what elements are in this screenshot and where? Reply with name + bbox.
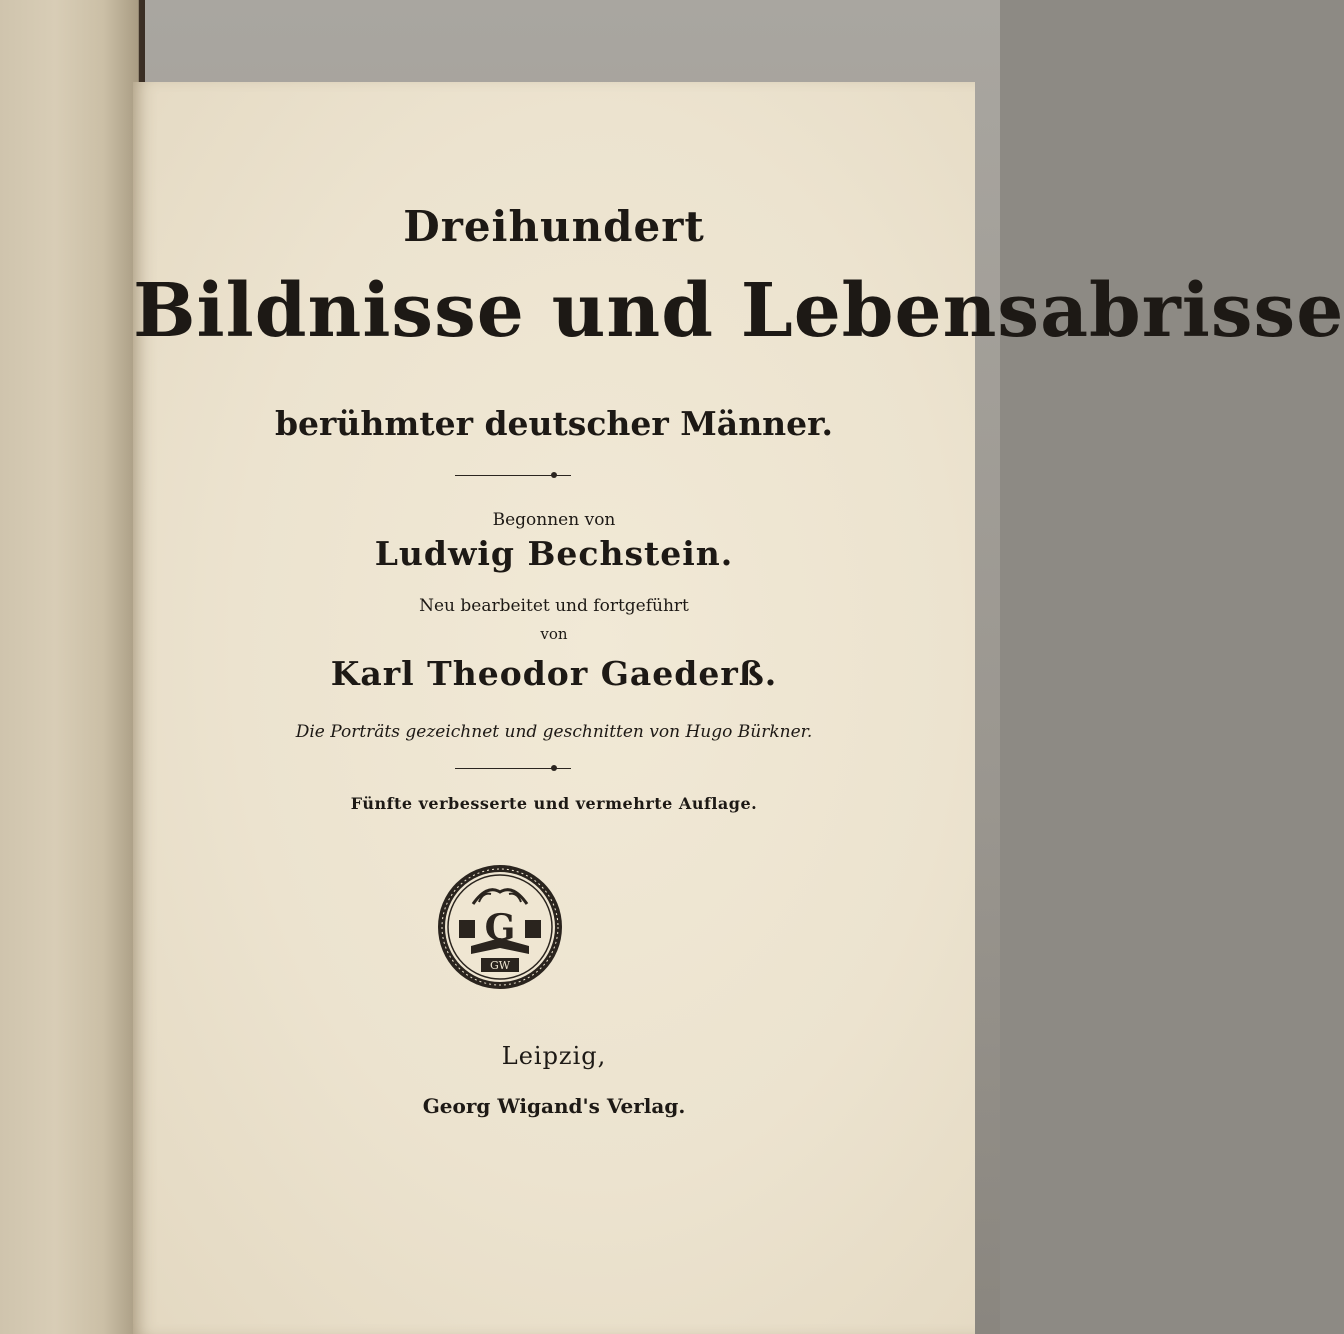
publisher-seal-icon xyxy=(435,862,565,992)
place: Leipzig, xyxy=(501,1042,607,1070)
publisher: Georg Wigand's Verlag. xyxy=(422,1094,686,1118)
portraits-note: Die Porträts gezeichnet und geschnitten von Hugo Bürkner. xyxy=(295,722,813,742)
divider-dot xyxy=(551,765,557,771)
title-line-1: Dreihundert xyxy=(403,202,705,251)
title-line-3: berühmter deutscher Männer. xyxy=(274,404,834,443)
left-page xyxy=(0,0,139,1334)
author-2: Karl Theodor Gaederß. xyxy=(330,654,778,693)
begun-by-label: Begonnen von xyxy=(492,510,616,530)
revised-label: Neu bearbeitet und fortgeführt xyxy=(419,596,689,616)
author-1: Ludwig Bechstein. xyxy=(374,534,734,573)
title-line-2: Bildnisse und Lebensabrisse xyxy=(133,268,1344,354)
seal-monogram: GW xyxy=(489,959,511,972)
edition-note: Fünfte verbesserte und vermehrte Auflage. xyxy=(350,794,758,813)
title-page xyxy=(133,82,1344,1334)
divider-dot xyxy=(551,472,557,478)
by-label: von xyxy=(540,625,568,643)
seal-letter: G xyxy=(484,907,516,949)
